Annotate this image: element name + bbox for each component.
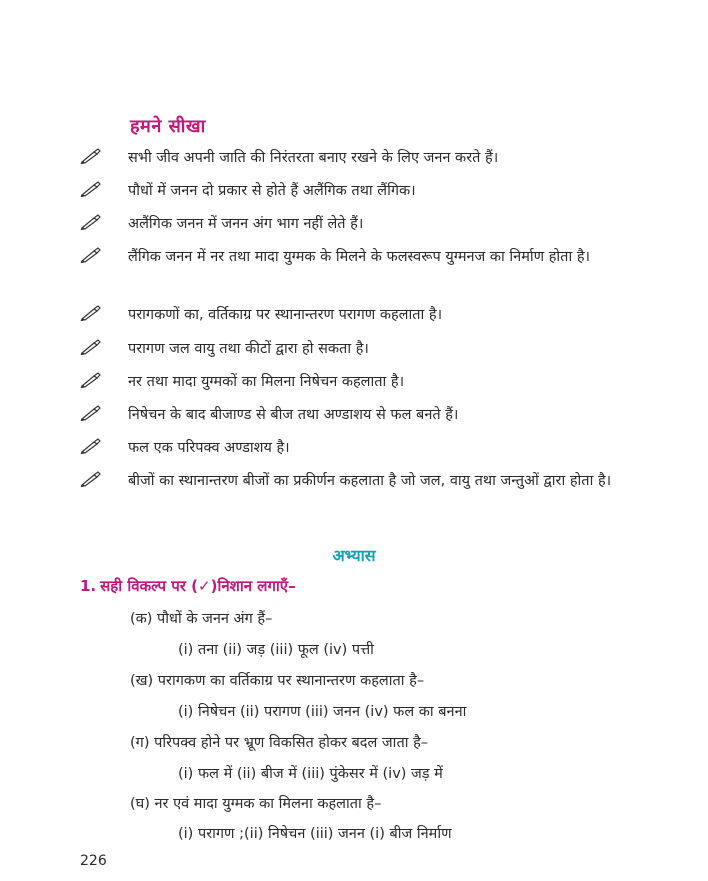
pen-icon bbox=[80, 339, 102, 355]
pen-icon bbox=[80, 305, 102, 321]
sub-question: (ग) परिपक्व होने पर भ्रूण विकसित होकर बदल जाता है– bbox=[130, 735, 429, 751]
pen-icon bbox=[80, 372, 102, 388]
sub-question-options: (i) तना (ii) जड़ (iii) फूल (iv) पत्ती bbox=[178, 642, 374, 658]
sub-question: (ख) परागकण का वर्तिकाग्र पर स्थानान्तरण कहलाता है– bbox=[130, 673, 425, 689]
pen-icon bbox=[80, 438, 102, 454]
learned-point-text: निषेचन के बाद बीजाण्ड से बीज तथा अण्डाशय से फल बनते हैं। bbox=[128, 407, 459, 423]
pen-icon bbox=[80, 405, 102, 421]
exercise-title: अभ्यास bbox=[332, 546, 376, 565]
learned-point-text: बीजों का स्थानान्तरण बीजों का प्रकीर्णन कहलाता है जो जल, वायु तथा जन्तुओं द्वारा होता है। bbox=[128, 473, 612, 489]
learned-point-text: लैंगिक जनन में नर तथा मादा युग्मक के मिलने के फलस्वरूप युग्मनज का निर्माण होता है। bbox=[128, 249, 591, 265]
page-number: 226 bbox=[80, 853, 107, 869]
pen-icon bbox=[80, 148, 102, 164]
learned-point-text: पौधों में जनन दो प्रकार से होते हैं अलैंगिक तथा लैंगिक। bbox=[128, 183, 416, 199]
learned-point-text: अलैंगिक जनन में जनन अंग भाग नहीं लेते हैं। bbox=[128, 216, 364, 232]
learned-point-text: परागकणों का, वर्तिकाग्र पर स्थानान्तरण परागण कहलाता है। bbox=[128, 307, 443, 323]
learned-point-text: परागण जल वायु तथा कीटों द्वारा हो सकता है। bbox=[128, 341, 369, 357]
pen-icon bbox=[80, 181, 102, 197]
learned-heading: हमने सीखा bbox=[130, 116, 206, 137]
question-text-after: )निशान लगाएँ– bbox=[210, 577, 296, 595]
learned-point-text: फल एक परिपक्व अण्डाशय है। bbox=[128, 440, 290, 456]
sub-question-options: (i) फल में (ii) बीज में (iii) पुंकेसर में (iv) जड़ में bbox=[178, 766, 443, 782]
question-number: 1. bbox=[80, 577, 97, 595]
sub-question: (क) पौधों के जनन अंग हैं– bbox=[130, 611, 273, 627]
question-text-before: सही विकल्प पर ( bbox=[100, 577, 199, 595]
sub-question-options: (i) परागण ;(ii) निषेचन (iii) जनन (i) बीज निर्माण bbox=[178, 826, 452, 842]
learned-point-text: सभी जीव अपनी जाति की निरंतरता बनाए रखने के लिए जनन करते हैं। bbox=[128, 150, 499, 166]
sub-question: (घ) नर एवं मादा युग्मक का मिलना कहलाता है– bbox=[130, 796, 382, 812]
question-heading bbox=[80, 576, 296, 596]
pen-icon bbox=[80, 471, 102, 487]
pen-icon bbox=[80, 247, 102, 263]
pen-icon bbox=[80, 214, 102, 230]
checkmark-icon: ✓ bbox=[198, 577, 211, 595]
sub-question-options: (i) निषेचन (ii) परागण (iii) जनन (iv) फल का बनना bbox=[178, 704, 467, 720]
learned-point-text: नर तथा मादा युग्मकों का मिलना निषेचन कहलाता है। bbox=[128, 374, 405, 390]
